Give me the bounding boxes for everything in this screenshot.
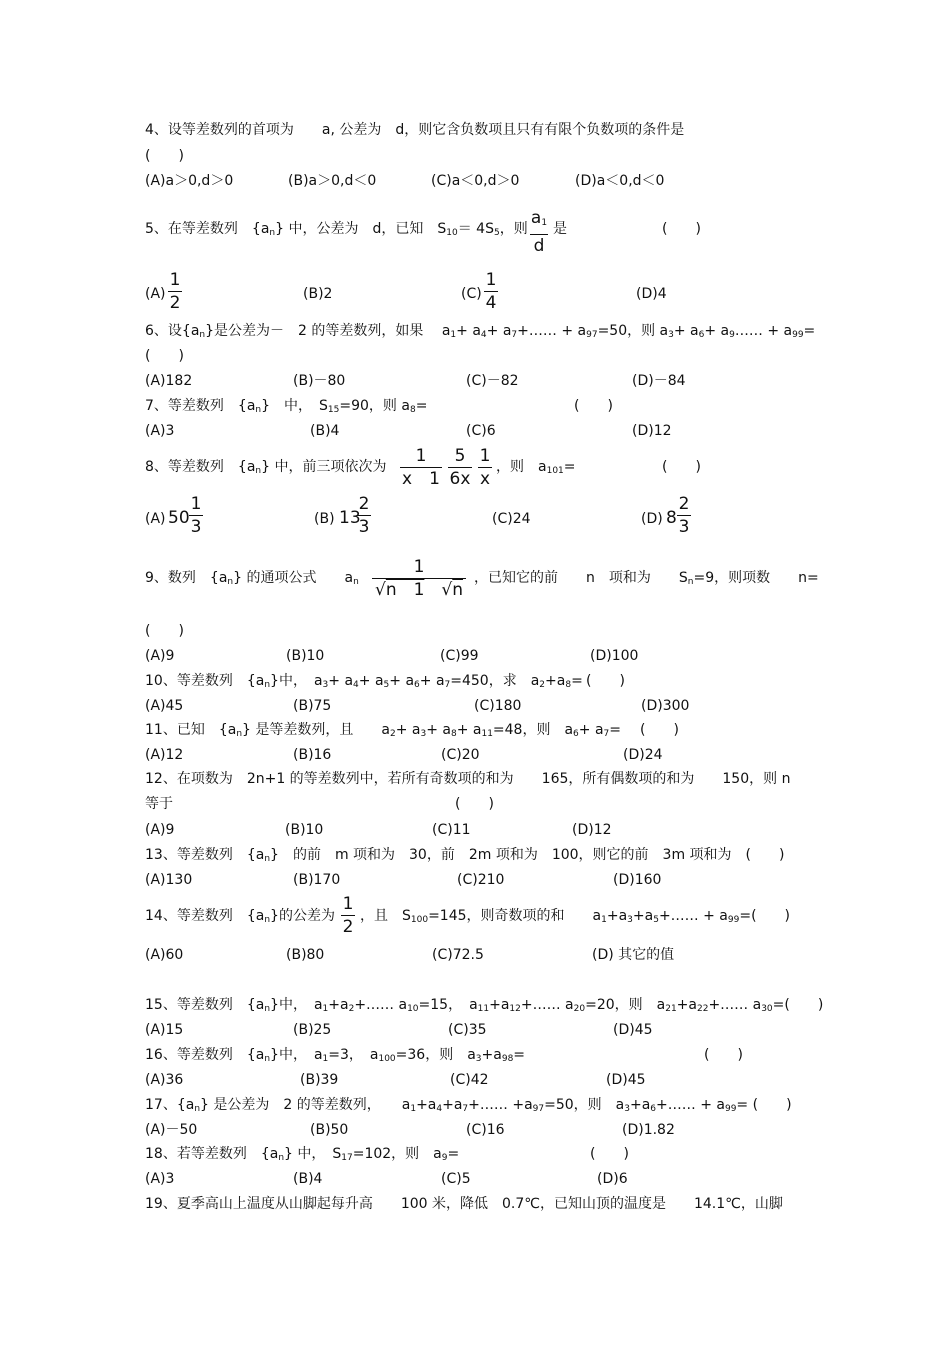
q16-paren: ( ) xyxy=(704,1047,743,1063)
q8-option-a-fraction: 1 3 xyxy=(190,494,202,537)
q4-option-b: (B)a＞0,d＜0 xyxy=(288,173,377,189)
q18-stem: 18、若等差数列 $\{a_n\}$ 中， $S_{17}=102$，则 $a_9=$ xyxy=(145,1146,460,1163)
q13-stem: 13、等差数列 $\{a_n\}$ 的前 m 项和为 30，前 2m 项和为 100，则它的前 3m 项和为 ( ) xyxy=(145,847,785,864)
q7-option-b: (B)4 xyxy=(310,423,340,439)
q16-stem: 16、等差数列 $\{a_n\}$中， $a_1=3$， $a_{100}=36$，则 $a_3+a_{98}=$ xyxy=(145,1047,526,1064)
q15-option-a: (A)15 xyxy=(145,1022,184,1038)
q4-option-a: (A)a＞0,d＞0 xyxy=(145,173,234,189)
q8-term1-fraction: 1 x 1 xyxy=(400,446,442,489)
q11-paren: ( ) xyxy=(640,722,679,738)
q11-option-d: (D)24 xyxy=(623,747,663,763)
q8-option-b-fraction: 2 3 xyxy=(358,494,370,537)
q12-option-d: (D)12 xyxy=(572,822,612,838)
q5-fraction: $a_1$ d xyxy=(530,208,548,256)
q18-paren: ( ) xyxy=(590,1146,629,1162)
q13-option-b: (B)170 xyxy=(293,872,341,888)
q5-option-c: (C) xyxy=(461,286,482,302)
q17-option-a: (A)－50 xyxy=(145,1122,198,1138)
q4-stem: 4、设等差数列的首项为 a, 公差为 d，则它含负数项且只有有限个负数项的条件是 xyxy=(145,122,685,138)
q9-paren: ( ) xyxy=(145,623,184,639)
q8-option-a: (A) xyxy=(145,511,166,527)
q14-option-b: (B)80 xyxy=(286,947,325,963)
q11-option-a: (A)12 xyxy=(145,747,184,763)
q9-formula-fraction: 1 √n 1 √n xyxy=(372,557,466,600)
q8-stem: 8、等差数列 $\{a_n\}$ 中，前三项依次为 xyxy=(145,459,387,476)
q18-option-d: (D)6 xyxy=(597,1171,628,1187)
q12-stem: 12、在项数为 2n+1 的等差数列中，若所有奇数项的和为 165，所有偶数项的和为 150，则 n xyxy=(145,771,791,787)
q8-option-d: (D) xyxy=(641,511,663,527)
q11-option-c: (C)20 xyxy=(441,747,480,763)
q10-option-b: (B)75 xyxy=(293,698,332,714)
q6-option-d: (D)－84 xyxy=(632,373,686,389)
q17-option-b: (B)50 xyxy=(310,1122,349,1138)
q7-paren: ( ) xyxy=(574,398,613,414)
q7-option-c: (C)6 xyxy=(466,423,496,439)
q6-paren: ( ) xyxy=(145,348,184,364)
q15-option-c: (C)35 xyxy=(448,1022,487,1038)
q16-option-c: (C)42 xyxy=(450,1072,489,1088)
q9-option-a: (A)9 xyxy=(145,648,175,664)
q8-option-c: (C)24 xyxy=(492,511,531,527)
q7-stem: 7、等差数列 $\{a_n\}$ 中， $S_{15}=90$，则 $a_8=$ xyxy=(145,398,428,415)
q14-stem: 14、等差数列 $\{a_n\}$的公差为 xyxy=(145,908,335,925)
q5-tail: 是 xyxy=(553,221,567,237)
q5-option-b: (B)2 xyxy=(303,286,333,302)
q5-option-a: (A) xyxy=(145,286,166,302)
q8-option-d-fraction: 2 3 xyxy=(678,494,690,537)
q16-option-d: (D)45 xyxy=(606,1072,646,1088)
q13-option-d: (D)160 xyxy=(613,872,662,888)
q10-option-c: (C)180 xyxy=(474,698,522,714)
q5-stem: 5、在等差数列 $\{a_n\}$ 中，公差为 d，已知 $S_{10}= 4S_5$，则 xyxy=(145,221,528,238)
q10-option-a: (A)45 xyxy=(145,698,184,714)
q5-option-d: (D)4 xyxy=(636,286,667,302)
q17-option-c: (C)16 xyxy=(466,1122,505,1138)
q18-option-b: (B)4 xyxy=(293,1171,323,1187)
q14-option-c: (C)72.5 xyxy=(432,947,484,963)
q9-stem-tail: ，已知它的前 n 项和为 $S_n=9$，则项数 n= xyxy=(474,570,819,587)
q6-option-b: (B)－80 xyxy=(293,373,346,389)
q14-fraction: 1 2 xyxy=(342,894,354,937)
q5-paren: ( ) xyxy=(662,221,701,237)
q15-option-b: (B)25 xyxy=(293,1022,332,1038)
q8-option-a-whole: 50 xyxy=(168,508,190,528)
q6-option-c: (C)－82 xyxy=(466,373,519,389)
q8-term3-fraction: 1 x xyxy=(479,446,491,489)
q10-option-d: (D)300 xyxy=(641,698,690,714)
q16-option-b: (B)39 xyxy=(300,1072,339,1088)
q4-option-d: (D)a＜0,d＜0 xyxy=(575,173,665,189)
q4-paren: ( ) xyxy=(145,148,184,164)
q9-option-d: (D)100 xyxy=(590,648,639,664)
q15-option-d: (D)45 xyxy=(613,1022,653,1038)
q13-option-a: (A)130 xyxy=(145,872,193,888)
q5-option-a-fraction: 1 2 xyxy=(169,270,181,313)
q8-option-d-whole: 8 xyxy=(666,508,677,528)
q6-stem: 6、设$\{a_n\}$是公差为－ 2 的等差数列，如果 $a_1+ a_4+$ $a_7+\dots\dots + a_{97}=50$，则 $a_3+ a_6+$ $a_9\dots\dots + a_{99}=$ xyxy=(145,323,816,340)
q9-stem: 9、数列 $\{a_n\}$ 的通项公式 $a_n$ xyxy=(145,570,359,587)
q8-stem-tail: ，则 $a_{101}=$ xyxy=(496,459,576,476)
q12-option-c: (C)11 xyxy=(432,822,471,838)
q13-option-c: (C)210 xyxy=(457,872,505,888)
q19-stem: 19、夏季高山上温度从山脚起每升高 100 米，降低 0.7℃，已知山顶的温度是 14.1℃，山脚 xyxy=(145,1196,783,1212)
q11-option-b: (B)16 xyxy=(293,747,332,763)
q9-option-b: (B)10 xyxy=(286,648,325,664)
q5-option-c-fraction: 1 4 xyxy=(485,270,497,313)
q14-option-a: (A)60 xyxy=(145,947,184,963)
q8-term2-fraction: 5 6x xyxy=(449,446,471,489)
q17-option-d: (D)1.82 xyxy=(622,1122,675,1138)
q9-option-c: (C)99 xyxy=(440,648,479,664)
q7-option-a: (A)3 xyxy=(145,423,175,439)
q17-stem: 17、$\{a_n\}$ 是公差为 2 的等差数列， $a_1+a_4+a_7+\dots\dots +a_{97}=50$，则 $a_3+a_6+\dots\dots + a_{99}=$ ( ) xyxy=(145,1097,792,1114)
q18-option-c: (C)5 xyxy=(441,1171,471,1187)
q8-option-b-whole: 13 xyxy=(339,508,361,528)
q8-paren: ( ) xyxy=(662,459,701,475)
q14-option-d: (D) 其它的值 xyxy=(592,947,675,963)
q11-stem: 11、已知 $\{a_n\}$ 是等差数列，且 $a_2+ a_3+ a_8+ a_{11}=48$，则 $a_6+ a_7=$ xyxy=(145,722,622,739)
q12-option-a: (A)9 xyxy=(145,822,175,838)
q15-stem: 15、等差数列 $\{a_n\}$中， $a_1+a_2+\dots\dots$ $a_{10}=15$， $a_{11}+a_{12}+\dots\dots$ $a_{20}=20$，则 $a_{21}+a_{22}+\dots\dots$ $a_{30}=$( ) xyxy=(145,997,824,1014)
q12-option-b: (B)10 xyxy=(285,822,324,838)
q7-option-d: (D)12 xyxy=(632,423,672,439)
q4-option-c: (C)a＜0,d＞0 xyxy=(431,173,520,189)
q12-paren: ( ) xyxy=(455,796,494,812)
q18-option-a: (A)3 xyxy=(145,1171,175,1187)
q14-stem-tail: ，且 $S_{100}=145$，则奇数项的和 $a_1+a_3+a_5+\dots\dots + a_{99}=$( ) xyxy=(360,908,790,925)
q12-stem-line2: 等于 xyxy=(145,796,173,812)
q10-paren: ( ) xyxy=(586,673,625,689)
q8-option-b: (B) xyxy=(314,511,335,527)
q10-stem: 10、等差数列 $\{a_n\}$中， $a_3+ a_4+ a_5+ a_6+ a_7=450$，求 $a_2+a_8=$ xyxy=(145,673,583,690)
q16-option-a: (A)36 xyxy=(145,1072,184,1088)
q6-option-a: (A)182 xyxy=(145,373,193,389)
